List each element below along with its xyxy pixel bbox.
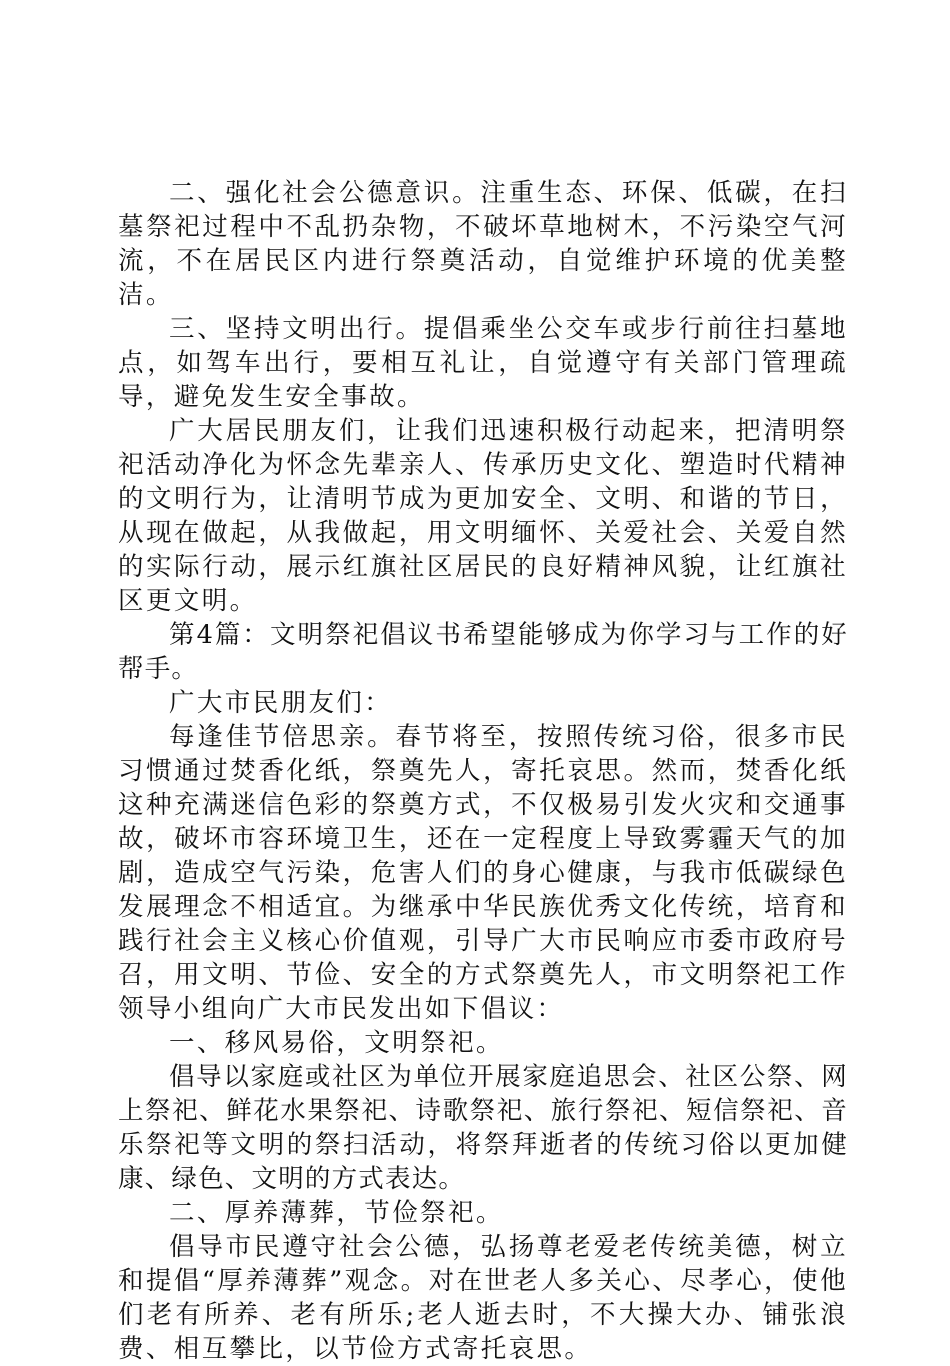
paragraph-point-two-body: 倡导市民遵守社会公德，弘扬尊老爱老传统美德，树立和提倡“厚养薄葬”观念。对在世老人多关心、尽孝心，使他们老有所养、老有所乐;老人逝去时，不大操大办、铺张浪费、相互攀比，以节俭方式寄托哀思。 bbox=[118, 1232, 848, 1364]
paragraph-point-two-title: 二、厚养薄葬，节俭祭祀。 bbox=[169, 1198, 504, 1228]
document-body bbox=[118, 176, 848, 1366]
paragraph-point-one-body: 倡导以家庭或社区为单位开展家庭追思会、社区公祭、网上祭祀、鲜花水果祭祀、诗歌祭祀、旅行祭祀、短信祭祀、音乐祭祀等文明的祭扫活动，将祭拜逝者的传统习俗以更加健康、绿色、文明的方式表达。 bbox=[118, 1062, 848, 1194]
paragraph-residents-call: 广大居民朋友们，让我们迅速积极行动起来，把清明祭祀活动净化为怀念先辈亲人、传承历史文化、塑造时代精神的文明行为，让清明节成为更加安全、文明、和谐的节日，从现在做起，从我做起，用文明缅怀、关爱社会、关爱自然的实际行动，展示红旗社区居民的良好精神风貌，让红旗社区更文明。 bbox=[118, 416, 848, 616]
paragraph-civilized-travel: 三、坚持文明出行。提倡乘坐公交车或步行前往扫墓地点，如驾车出行，要相互礼让，自觉遵守有关部门管理疏导，避免发生安全事故。 bbox=[118, 314, 848, 412]
paragraph-point-one-title: 一、移风易俗，文明祭祀。 bbox=[169, 1028, 504, 1058]
paragraph-article-4-heading: 第4篇：文明祭祀倡议书希望能够成为你学习与工作的好帮手。 bbox=[118, 620, 848, 684]
paragraph-spring-festival: 每逢佳节倍思亲。春节将至，按照传统习俗，很多市民习惯通过焚香化纸，祭奠先人，寄托哀思。然而，焚香化纸这种充满迷信色彩的祭奠方式，不仅极易引发火灾和交通事故，破坏市容环境卫生，还在一定程度上导致雾霾天气的加剧，造成空气污染，危害人们的身心健康，与我市低碳绿色发展理念不相适宜。为继承中华民族优秀文化传统，培育和践行社会主义核心价值观，引导广大市民响应市委市政府号召，用文明、节俭、安全的方式祭奠先人，市文明祭祀工作领导小组向广大市民发出如下倡议： bbox=[118, 722, 848, 1024]
paragraph-salutation: 广大市民朋友们： bbox=[169, 688, 393, 718]
paragraph-social-ethics: 二、强化社会公德意识。注重生态、环保、低碳，在扫墓祭祀过程中不乱扔杂物，不破坏草地树木，不污染空气河流，不在居民区内进行祭奠活动，自觉维护环境的优美整洁。 bbox=[118, 178, 848, 310]
